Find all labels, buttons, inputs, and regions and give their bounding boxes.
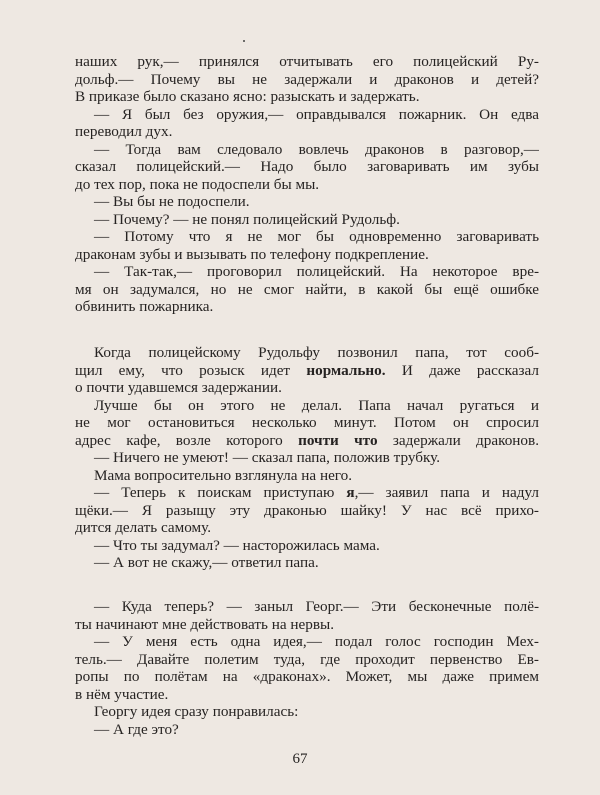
scan-speck xyxy=(243,40,245,42)
text-line: щёки.— Я разыщу эту драконью шайку! У нас всё прихо- xyxy=(75,501,539,519)
bold-text: я xyxy=(346,484,355,501)
text-line: — Я был без оружия,— оправдывался пожарник. Он едва xyxy=(94,105,539,123)
text-line: ты начинают мне действовать на нервы. xyxy=(75,615,335,633)
text-line: Когда полицейскому Рудольфу позвонил папа, тот сооб- xyxy=(94,344,539,361)
text-line: — Так-так,— проговорил полицейский. На некоторое вре- xyxy=(94,263,539,280)
text-block-1 xyxy=(75,53,539,316)
page-number: 67 xyxy=(292,751,308,767)
text-line: В приказе было сказано ясно: разыскать и задержать. xyxy=(75,88,420,105)
text-line: — Потому что я не мог бы одновременно заговаривать xyxy=(94,228,539,245)
text-line: сказал полицейский.— Надо было заговаривать им зубы xyxy=(75,158,539,175)
text-run: задержали драконов. xyxy=(377,431,539,449)
text-line: до тех пор, пока не подоспели бы мы. xyxy=(75,175,320,193)
text-line: — Вы бы не подоспели. xyxy=(94,193,250,210)
text-line: ропы по полётам на «драконах». Может, мы даже примем xyxy=(75,668,539,685)
text-line: — Почему? — не понял полицейский Рудольф. xyxy=(94,210,400,228)
text-line xyxy=(75,484,539,502)
text-block-3 xyxy=(75,598,539,738)
text-line: дольф.— Почему вы не задержали и драконов и детей? xyxy=(75,70,539,88)
text-line: о почти удавшемся задержании. xyxy=(75,379,282,396)
text-run: адрес кафе, возле которого xyxy=(75,431,299,449)
text-line: драконам зубы и вызывать по телефону подкрепление. xyxy=(75,245,429,263)
text-line: Лучше бы он этого не делал. Папа начал ругаться и xyxy=(94,396,539,414)
text-line xyxy=(75,362,539,380)
text-run: — Теперь к поискам приступаю xyxy=(94,484,347,501)
text-line: — Что ты задумал? — насторожилась мама. xyxy=(94,536,380,554)
text-line: — Тогда вам следовало вовлечь драконов в разговор,— xyxy=(94,140,539,158)
text-line: Георгу идея сразу понравилась: xyxy=(94,703,299,720)
text-block-2 xyxy=(75,344,539,572)
text-line: переводил дух. xyxy=(75,123,173,140)
text-line: — У меня есть одна идея,— подал голос господин Мех- xyxy=(94,633,539,650)
text-line: в нём участие. xyxy=(75,685,169,703)
text-line: — А где это? xyxy=(94,720,179,738)
bold-text: почти что xyxy=(298,431,378,449)
text-line: — А вот не скажу,— ответил папа. xyxy=(94,554,319,571)
text-line: — Ничего не умеют! — сказал папа, положив трубку. xyxy=(94,449,441,466)
text-line: наших рук,— принялся отчитывать его полицейский Ру- xyxy=(75,53,539,70)
text-line: тель.— Давайте полетим туда, где проходит первенство Ев- xyxy=(75,650,539,668)
text-line: Мама вопросительно взглянула на него. xyxy=(94,466,353,484)
text-line: — Куда теперь? — заныл Георг.— Эти бесконечные полё- xyxy=(94,598,539,615)
text-line: мя он задумался, но не смог найти, в какой бы ещё ошибке xyxy=(75,280,539,298)
text-line xyxy=(75,432,539,450)
text-line: дится делать самому. xyxy=(75,519,212,536)
text-run: ,— заявил папа и надул xyxy=(354,484,539,501)
text-line: обвинить пожарника. xyxy=(75,298,214,315)
bold-text: нормально. xyxy=(306,361,386,379)
text-line: не мог остановиться несколько минут. Потом он спросил xyxy=(75,414,539,431)
text-run: щил ему, что розыск идет xyxy=(75,361,307,379)
text-run: И даже рассказал xyxy=(385,361,539,379)
